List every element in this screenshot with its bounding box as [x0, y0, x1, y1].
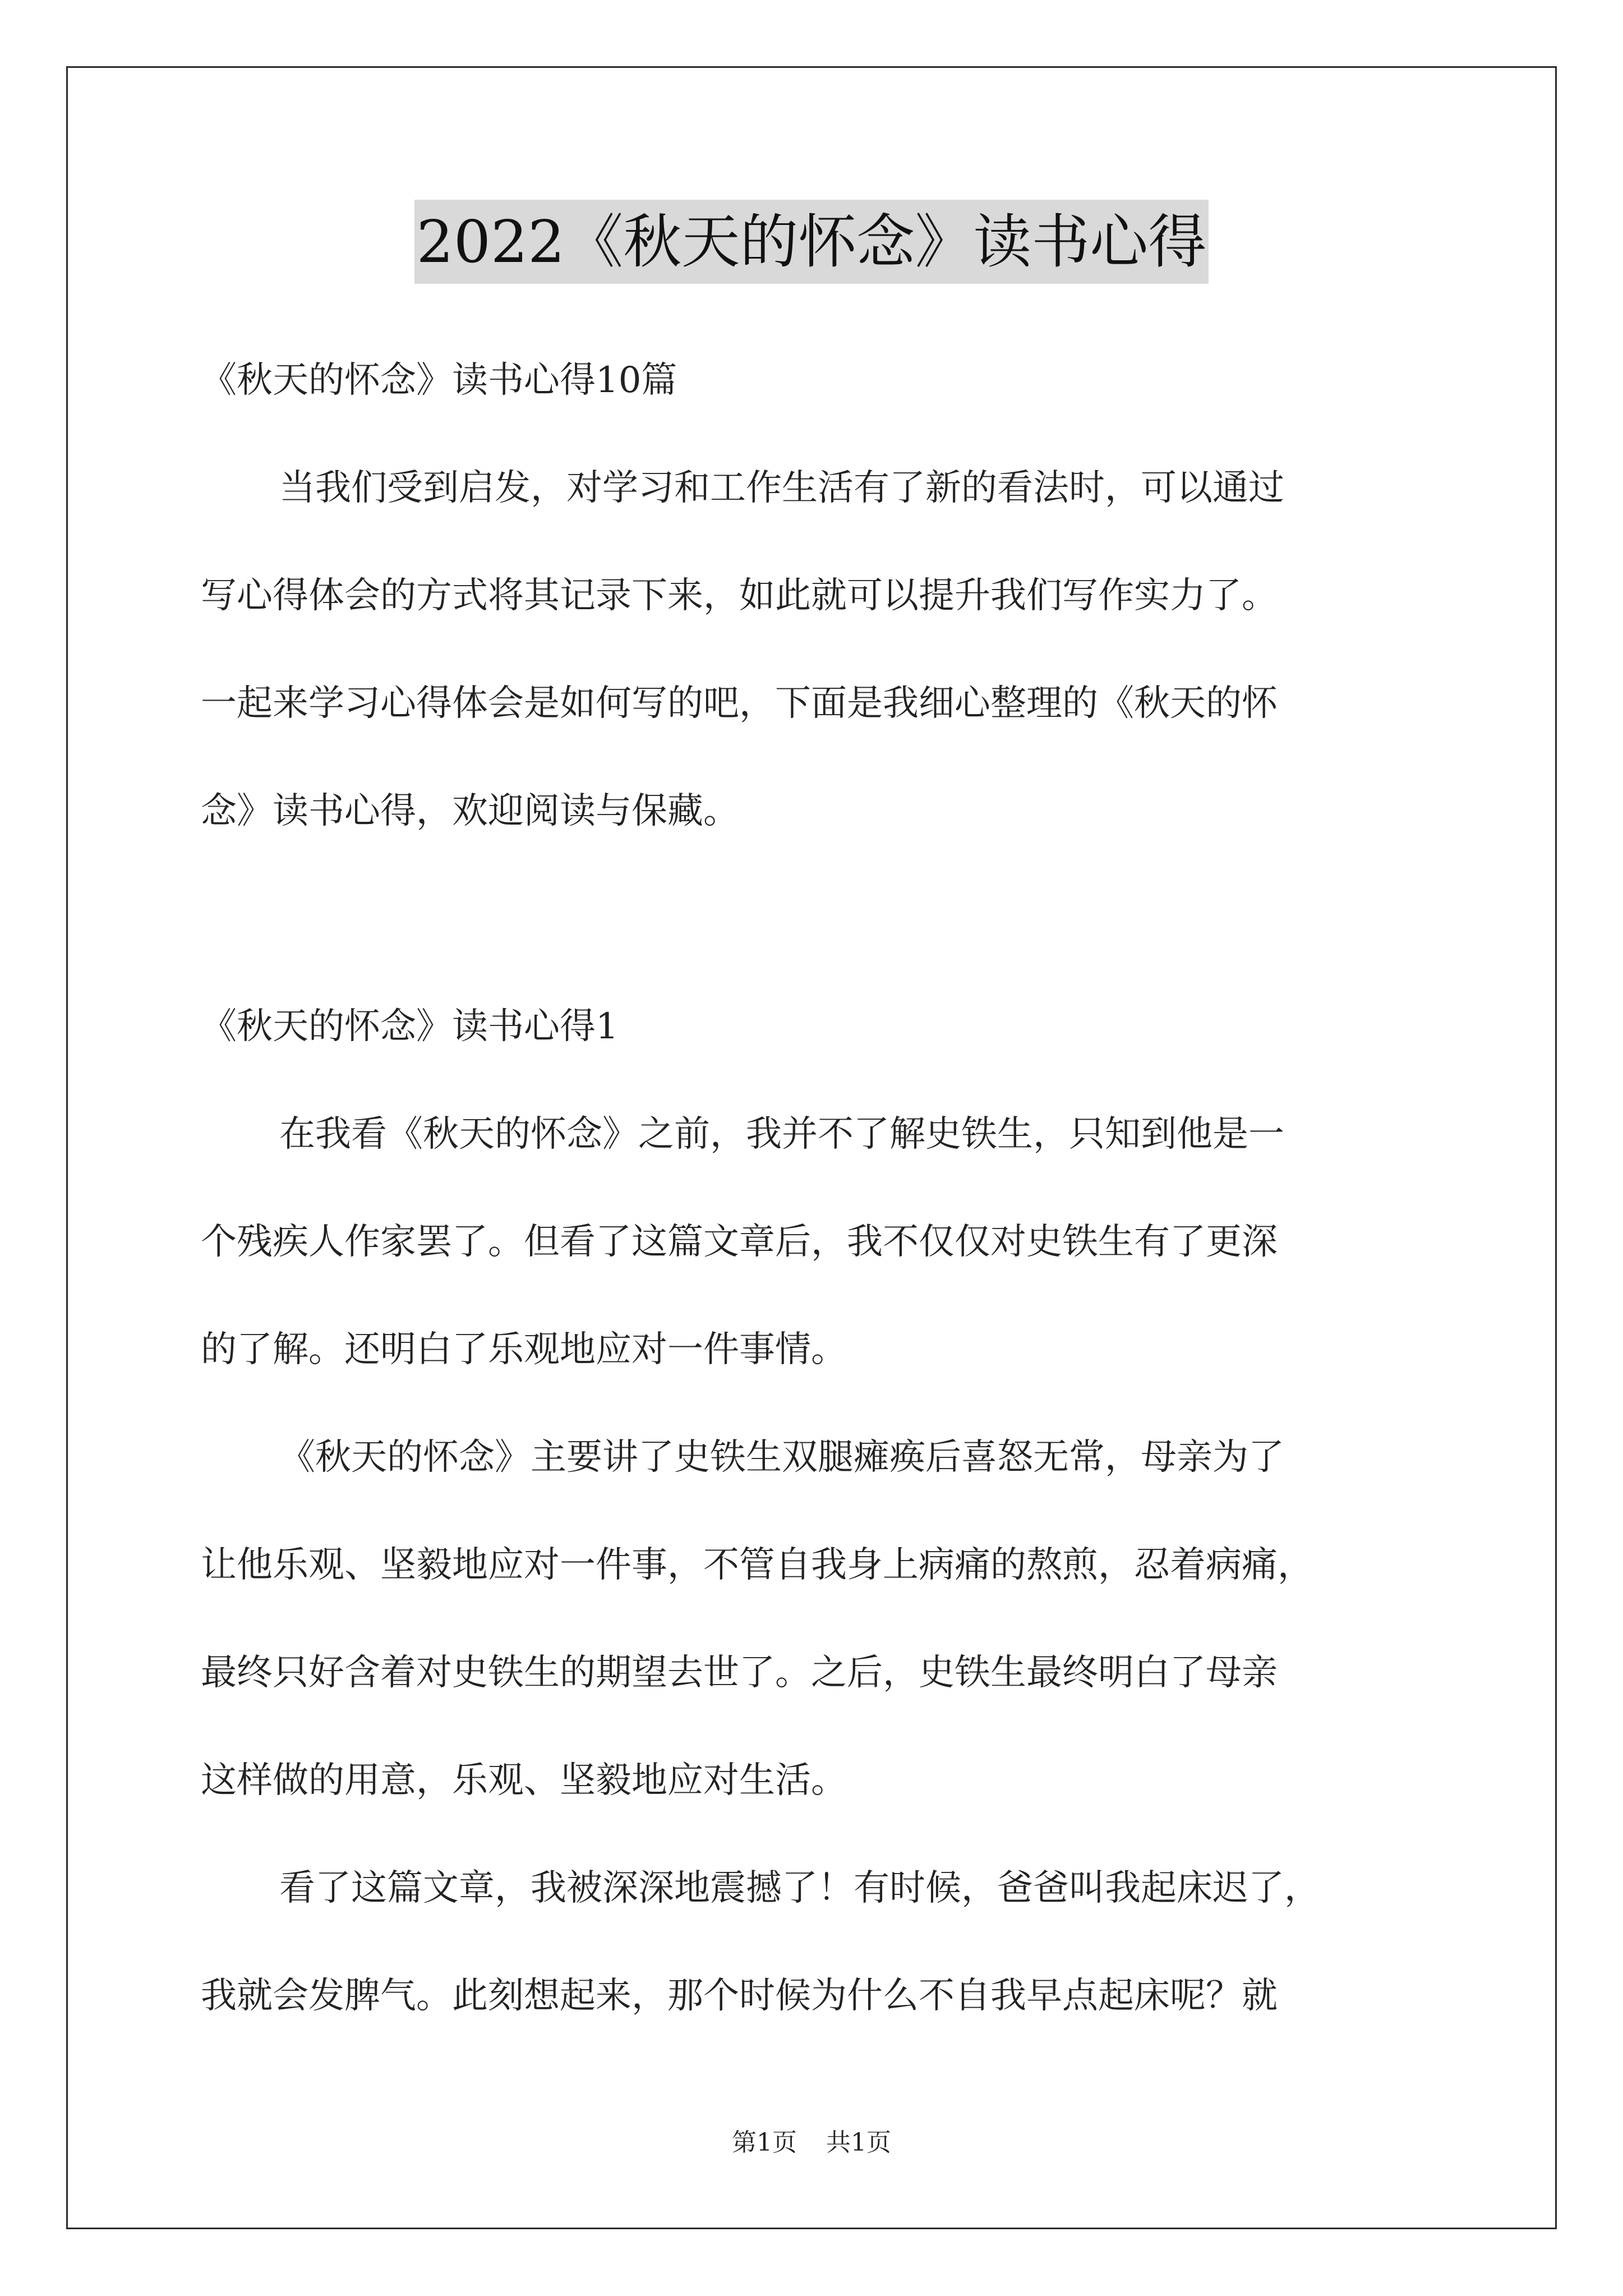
document-title: 2022《秋天的怀念》读书心得 — [414, 200, 1209, 284]
intro-line-2: 写心得体会的方式将其记录下来，如此就可以提升我们写作实力了。 — [201, 575, 1278, 616]
para2-line-1: 《秋天的怀念》主要讲了史铁生双腿瘫痪后喜怒无常，母亲为了 — [279, 1437, 1284, 1478]
section-heading: 《秋天的怀念》读书心得1 — [201, 1006, 619, 1047]
para1-line-3: 的了解。还明白了乐观地应对一件事情。 — [201, 1329, 847, 1370]
para1-line-2: 个残疾人作家罢了。但看了这篇文章后，我不仅仅对史铁生有了更深 — [201, 1221, 1278, 1263]
page-footer — [0, 2126, 1623, 2160]
para2-line-3: 最终只好含着对史铁生的期望去世了。之后，史铁生最终明白了母亲 — [201, 1652, 1278, 1694]
para1-line-1: 在我看《秋天的怀念》之前，我并不了解史铁生，只知到他是一 — [279, 1114, 1284, 1155]
intro-line-4: 念》读书心得，欢迎阅读与保藏。 — [201, 790, 739, 832]
page-number: 第1页 — [732, 2128, 797, 2157]
title-container — [0, 200, 1623, 284]
intro-line-3: 一起来学习心得体会是如何写的吧，下面是我细心整理的《秋天的怀 — [201, 683, 1278, 724]
para2-line-4: 这样做的用意，乐观、坚毅地应对生活。 — [201, 1760, 847, 1801]
page-total: 共1页 — [826, 2128, 891, 2157]
para3-line-1: 看了这篇文章，我被深深地震撼了！有时候，爸爸叫我起床迟了， — [279, 1867, 1320, 1909]
intro-line-1: 当我们受到启发，对学习和工作生活有了新的看法时，可以通过 — [279, 467, 1284, 509]
para2-line-2: 让他乐观、坚毅地应对一件事，不管自我身上病痛的熬煎，忍着病痛， — [201, 1544, 1313, 1586]
document-subtitle: 《秋天的怀念》读书心得10篇 — [201, 360, 677, 401]
para3-line-2: 我就会发脾气。此刻想起来，那个时候为什么不自我早点起床呢？就 — [201, 1975, 1278, 2017]
